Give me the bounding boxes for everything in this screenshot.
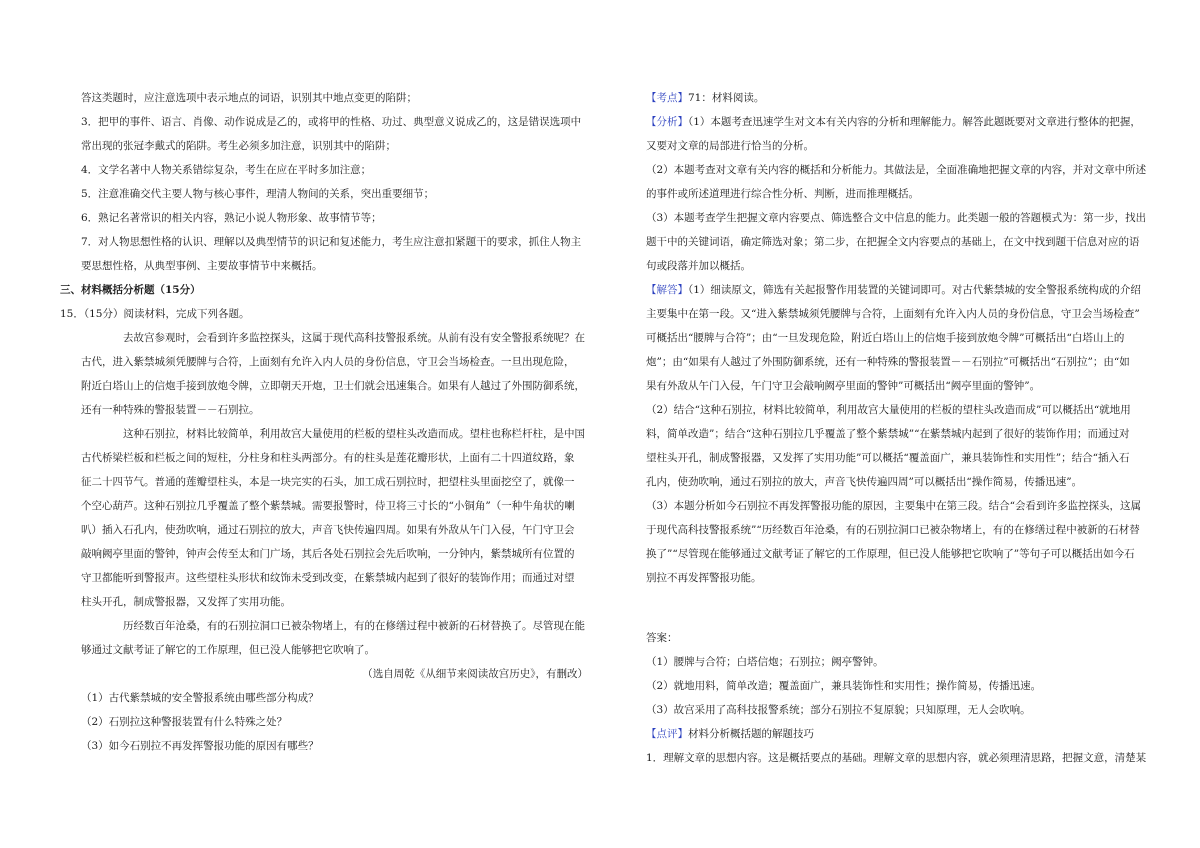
text-line: [625, 650, 1155, 674]
line-text: 还有一种特殊的警报装置－－石别拉。: [81, 404, 260, 416]
line-text: 柱头开孔，制成警报器，又发挥了实用功能。: [81, 596, 291, 608]
line-text: 于现代高科技警报系统”“历经数百年沧桑，有的石别拉洞口已被杂物堵上，有的在修缮过程中被新的石材替: [646, 524, 1140, 536]
left-column: [60, 86, 596, 758]
text-line: [60, 734, 596, 758]
text-line: [625, 518, 1155, 542]
line-text: 7．对人物思想性格的认识、理解以及典型情节的识记和复述能力，考生应注意扣紧题干的要求，抓住人物主: [81, 236, 582, 248]
line-text: 可概括出“腰牌与合符”；由“一旦发现危险，附近白塔山上的信炮手接到放炮令牌”可概括出“白塔山上的: [646, 332, 1125, 344]
text-line: [60, 686, 596, 710]
line-text: 又要对文章的局部进行恰当的分析。: [646, 140, 814, 152]
line-text: 15．（15分）阅读材料，完成下列各题。: [60, 308, 250, 320]
line-text: 孔内，使劲吹响，通过石别拉的放大，声音飞快传遍四周”可以概括出“操作简易，传播迅速”。: [646, 476, 1083, 488]
line-text: 换了”“尽管现在能够通过文献考证了解它的工作原理，但已没人能够把它吹响了”等句子可以概括出如今石: [646, 548, 1135, 560]
line-text: （2）石别拉这种警报装置有什么特殊之处？: [81, 716, 288, 728]
text-line: [625, 110, 1155, 134]
text-line: [625, 158, 1155, 182]
text-line: [60, 638, 596, 662]
text-line: [60, 86, 596, 110]
right-column: [625, 86, 1155, 770]
line-text: 句或段落并加以概括。: [646, 260, 751, 272]
text-line: [625, 542, 1155, 566]
line-text: 3．把甲的事件、语言、肖像、动作说成是乙的，或将甲的性格、功过、典型意义说成乙的，这是错误选项中: [81, 116, 582, 128]
text-line: [625, 398, 1155, 422]
text-line: [60, 326, 596, 350]
line-text: （2）就地用料，简单改造；覆盖面广，兼具装饰性和实用性；操作简易，传播迅速。: [646, 680, 1042, 692]
section-tag: 【分析】: [646, 116, 688, 128]
text-line: [625, 566, 1155, 590]
section-tag: 【解答】: [646, 284, 688, 296]
line-text: 要思想性格，从典型事例、主要故事情节中来概括。: [81, 260, 323, 272]
line-text: 征二十四节气。普通的莲瓣望柱头，本是一块完实的石头，加工成石别拉时，把望柱头里面挖空了，就像一: [81, 476, 575, 488]
line-text: 望柱头开孔，制成警报器，又发挥了实用功能”可以概括“覆盖面广，兼具装饰性和实用性”；结合“插入石: [646, 452, 1130, 464]
line-text: 答案：: [646, 632, 678, 644]
text-line: [60, 134, 596, 158]
line-text: 古代桥梁栏板和栏板之间的短柱，分柱身和柱头两部分。有的柱头是莲花瓣形状，上面有二十四道纹路，象: [81, 452, 575, 464]
line-text: 历经数百年沧桑，有的石别拉洞口已被杂物堵上，有的在修缮过程中被新的石材替换了。尽管现在能: [123, 620, 585, 632]
text-line: [625, 326, 1155, 350]
line-text: 够通过文献考证了解它的工作原理，但已没人能够把它吹响了。: [81, 644, 375, 656]
section-tag: 【考点】: [646, 92, 688, 104]
line-text: 守卫都能听到警报声。这些望柱头形状和纹饰未受到改变，在紫禁城内起到了很好的装饰作用；而通过对望: [81, 572, 575, 584]
line-text: 的事件或所述道理进行综合性分析、判断，进而推理概括。: [646, 188, 919, 200]
text-line: [625, 722, 1155, 746]
answer-section: [625, 626, 1155, 770]
text-line: [625, 698, 1155, 722]
text-line: [60, 350, 596, 374]
text-line: [625, 254, 1155, 278]
text-line: [60, 278, 596, 302]
line-text: 果有外敌从午门入侵，午门守卫会敲响阙亭里面的警钟”可概括出“阙亭里面的警钟”。: [646, 380, 1041, 392]
text-line: [60, 446, 596, 470]
line-text: 常出现的张冠李戴式的陷阱。考生必须多加注意，识别其中的陷阱；: [81, 140, 396, 152]
text-line: [625, 134, 1155, 158]
text-line: [60, 302, 596, 326]
line-text: 炮”；由“如果有人越过了外围防御系统，还有一种特殊的警报装置－－石别拉”可概括出“石别拉”；由“如: [646, 356, 1130, 368]
text-line: [625, 182, 1155, 206]
text-line: [625, 470, 1155, 494]
text-line: [60, 254, 596, 278]
line-text: （2）结合“这种石别拉，材料比较简单，利用故宫大量使用的栏板的望柱头改造而成”可以概括出“就地用: [646, 404, 1131, 416]
line-text: （2）本题考查对文章有关内容的概括和分析能力。其做法是，全面准确地把握文章的内容，并对文章中所述: [646, 164, 1147, 176]
line-text: 主要集中在第一段。又“进入紫禁城须凭腰牌与合符，上面刻有允许入内人员的身份信息，守卫会当场检查”: [646, 308, 1140, 320]
line-text: 个空心葫芦。这种石别拉几乎覆盖了整个紫禁城。需要报警时，侍卫将三寸长的“小铜角”（一种牛角状的喇: [81, 500, 575, 512]
text-line: [625, 374, 1155, 398]
text-line: [625, 86, 1155, 110]
text-line: [60, 206, 596, 230]
text-line: [625, 446, 1155, 470]
text-line: [625, 302, 1155, 326]
line-text: （1）腰牌与合符；白塔信炮；石别拉；阙亭警钟。: [646, 656, 884, 668]
text-line: [625, 626, 1155, 650]
line-text: 附近白塔山上的信炮手接到放炮令牌，立即朝天开炮，卫士们就会迅速集合。如果有人越过了外围防御系统，: [81, 380, 585, 392]
line-text: （3）本题分析如今石别拉不再发挥警报功能的原因，主要集中在第三段。结合“会看到许多监控探头，这属: [646, 500, 1142, 512]
section-gap-small: [625, 614, 1155, 626]
text-line: [625, 746, 1155, 770]
line-text: 古代，进入紫禁城须凭腰牌与合符，上面刻有允许入内人员的身份信息，守卫会当场检查。一旦出现危险，: [81, 356, 575, 368]
text-line: [625, 350, 1155, 374]
text-line: [625, 674, 1155, 698]
text-line: [625, 206, 1155, 230]
line-text: 6．熟记名著常识的相关内容，熟记小说人物形象、故事情节等；: [81, 212, 382, 224]
line-text: 1．理解文章的思想内容。这是概括要点的基础。理解文章的思想内容，就必须理清思路，把握文意，清楚某: [646, 752, 1147, 764]
text-line: [60, 494, 596, 518]
line-text: 4．文学名著中人物关系错综复杂，考生在应在平时多加注意；: [81, 164, 372, 176]
line-text: （1）细读原文，筛选有关起报警作用装置的关键词即可。对古代紫禁城的安全警报系统构成的介绍: [688, 284, 1141, 296]
text-line: [60, 542, 596, 566]
text-line: [60, 518, 596, 542]
line-text: 敲响阙亭里面的警钟，钟声会传至太和门广场，其后各处石别拉会先后吹响，一分钟内，紫禁城所有位置的: [81, 548, 575, 560]
text-line: [60, 230, 596, 254]
text-line: [60, 662, 596, 686]
line-text: （3）故宫采用了高科技报警系统；部分石别拉不复原貌；只知原理，无人会吹响。: [646, 704, 1031, 716]
text-line: [60, 566, 596, 590]
line-text: 这种石别拉，材料比较简单，利用故宫大量使用的栏板的望柱头改造而成。望柱也称栏杆柱，是中国: [123, 428, 585, 440]
line-text: （选自周乾《从细节来阅读故宫历史》，有删改）: [362, 668, 588, 680]
line-text: 答这类题时，应注意选项中表示地点的词语，识别其中地点变更的陷阱；: [81, 92, 417, 104]
text-line: [625, 422, 1155, 446]
line-text: （1）本题考查迅速学生对文本有关内容的分析和理解能力。解答此题既要对文章进行整体的把握，: [688, 116, 1141, 128]
text-line: [60, 710, 596, 734]
text-line: [625, 494, 1155, 518]
text-line: [60, 470, 596, 494]
line-text: 71：材料阅读。: [688, 92, 765, 104]
analysis-section: [625, 86, 1155, 590]
line-text: （3）本题考查学生把握文章内容要点、筛选整合文中信息的能力。此类题一般的答题模式为：第一步，找出: [646, 212, 1147, 224]
line-text: 三、材料概括分析题（15分）: [60, 284, 201, 296]
line-text: 题干中的关键词语，确定筛选对象；第二步，在把握全文内容要点的基础上，在文中找到题干信息对应的语: [646, 236, 1140, 248]
line-text: （1）古代紫禁城的安全警报系统由哪些部分构成？: [81, 692, 319, 704]
line-text: 料，简单改造”；结合“这种石别拉几乎覆盖了整个紫禁城”“在紫禁城内起到了很好的装饰作用；而通过对: [646, 428, 1130, 440]
text-line: [60, 182, 596, 206]
text-line: [60, 110, 596, 134]
line-text: 材料分析概括题的解题技巧: [688, 728, 814, 740]
section-gap: [625, 590, 1155, 614]
line-text: （3）如今石别拉不再发挥警报功能的原因有哪些？: [81, 740, 319, 752]
text-line: [60, 158, 596, 182]
line-text: 别拉不再发挥警报功能。: [646, 572, 762, 584]
text-line: [60, 422, 596, 446]
text-line: [625, 230, 1155, 254]
text-line: [625, 278, 1155, 302]
line-text: 5．注意准确交代主要人物与核心事件，理清人物间的关系，突出重要细节；: [81, 188, 435, 200]
text-line: [60, 614, 596, 638]
text-line: [60, 590, 596, 614]
line-text: 叭）插入石孔内，使劲吹响，通过石别拉的放大，声音飞快传遍四周。如果有外敌从午门入侵，午门守卫会: [81, 524, 575, 536]
text-line: [60, 374, 596, 398]
line-text: 去故宫参观时，会看到许多监控探头，这属于现代高科技警报系统。从前有没有安全警报系统呢？在: [123, 332, 585, 344]
section-tag: 【点评】: [646, 728, 688, 740]
text-line: [60, 398, 596, 422]
